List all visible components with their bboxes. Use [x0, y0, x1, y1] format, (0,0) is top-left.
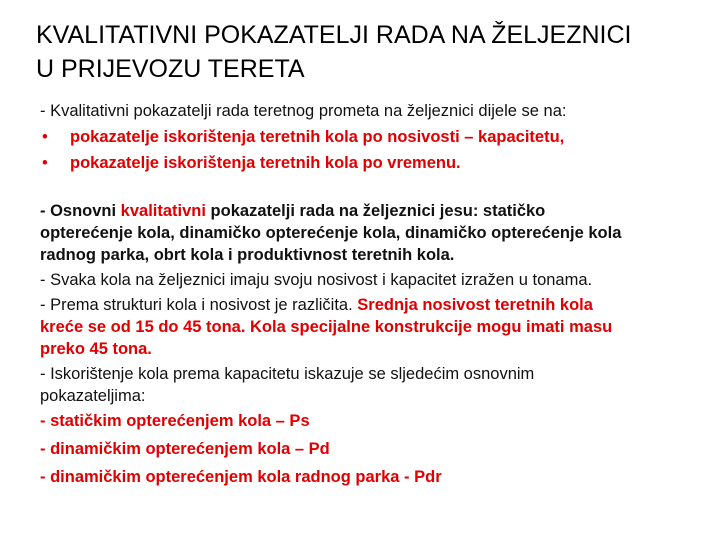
- paragraph-line: - Iskorištenje kola prema kapacitetu iskazuje se sljedećim osnovnim: [40, 365, 535, 383]
- bullet-dot-icon: •: [42, 128, 48, 146]
- indicator-item: - dinamičkim opterećenjem kola radnog parka - Pdr: [40, 468, 442, 486]
- paragraph-line: radnog parka, obrt kola i produktivnost teretnih kola.: [40, 246, 455, 264]
- indicator-item: - statičkim opterećenjem kola – Ps: [40, 412, 310, 430]
- body-text: [40, 200, 690, 491]
- title-line-1: KVALITATIVNI POKAZATELJI RADA NA ŽELJEZNICI: [36, 21, 632, 49]
- paragraph-line: [40, 294, 690, 316]
- paragraph-line: kreće se od 15 do 45 tona. Kola specijalne konstrukcije mogu imati masu: [40, 318, 613, 336]
- paragraph-line: preko 45 tona.: [40, 340, 152, 358]
- paragraph-line: opterećenje kola, dinamičko opterećenje kola, dinamičko opterećenje kola: [40, 224, 622, 242]
- paragraph-line: pokazateljima:: [40, 387, 146, 405]
- intro-lead: - Kvalitativni pokazatelji rada teretnog prometa na željeznici dijele se na:: [40, 102, 567, 120]
- text-run: - Prema strukturi kola i nosivost je različita.: [40, 296, 358, 314]
- bullet-text: pokazatelje iskorištenja teretnih kola po nosivosti – kapacitetu,: [70, 128, 565, 146]
- paragraph-capacity: - Svaka kola na željeznici imaju svoju nosivost i kapacitet izražen u tonama.: [40, 271, 593, 289]
- intro-block: [40, 98, 690, 176]
- text-run: - Osnovni: [40, 202, 121, 220]
- paragraph-utilization: [40, 363, 690, 407]
- title-line-2: U PRIJEVOZU TERETA: [36, 55, 305, 83]
- text-run: pokazatelji rada na željeznici jesu: statičko: [205, 202, 546, 220]
- paragraph-line: [40, 200, 690, 222]
- bullet-dot-icon: •: [42, 154, 48, 172]
- indicator-item: - dinamičkim opterećenjem kola – Pd: [40, 440, 330, 458]
- highlight-text: kvalitativni: [120, 202, 206, 220]
- slide-title: [36, 18, 706, 86]
- paragraph-indicators: [40, 200, 690, 266]
- bullet-text: pokazatelje iskorištenja teretnih kola po vremenu.: [70, 154, 461, 172]
- paragraph-structure: [40, 294, 690, 360]
- highlight-text: Srednja nosivost teretnih kola: [357, 296, 593, 314]
- bullet-item: [40, 124, 690, 150]
- indicator-list: [40, 407, 690, 491]
- bullet-item: [40, 150, 690, 176]
